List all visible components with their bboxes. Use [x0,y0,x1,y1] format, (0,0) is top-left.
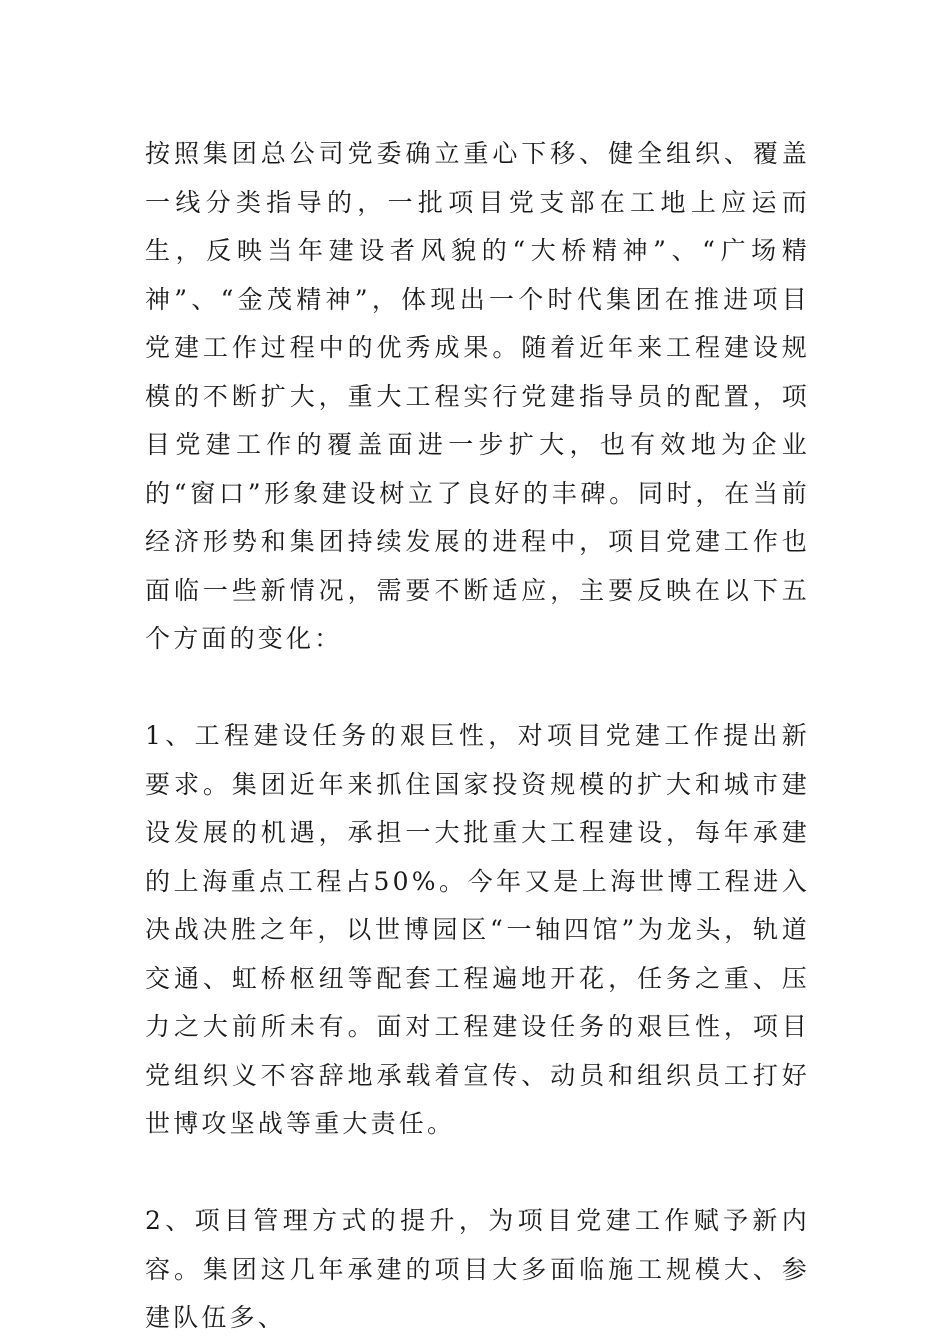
document-body [145,130,810,1343]
paragraph-item-1: 1、工程建设任务的艰巨性，对项目党建工作提出新要求。集团近年来抓住国家投资规模的扩大和城市建设发展的机遇，承担一大批重大工程建设，每年承建的上海重点工程占50%。今年又是上海世博工程进入决战决胜之年，以世博园区“一轴四馆”为龙头，轨道交通、虹桥枢纽等配套工程遍地开花，任务之重、压力之大前所未有。面对工程建设任务的艰巨性，项目党组织义不容辞地承载着宣传、动员和组织员工打好世博攻坚战等重大责任。 [145,721,810,1138]
paragraph-item-2: 2、项目管理方式的提升，为项目党建工作赋予新内容。集团这几年承建的项目大多面临施工规模大、参建队伍多、 [145,1206,810,1332]
paragraph-intro: 按照集团总公司党委确立重心下移、健全组织、覆盖一线分类指导的，一批项目党支部在工地上应运而生，反映当年建设者风貌的“大桥精神”、“广场精神”、“金茂精神”，体现出一个时代集团在推进项目党建工作过程中的优秀成果。随着近年来工程建设规模的不断扩大，重大工程实行党建指导员的配置，项目党建工作的覆盖面进一步扩大，也有效地为企业的“窗口”形象建设树立了良好的丰碑。同时，在当前经济形势和集团持续发展的进程中，项目党建工作也面临一些新情况，需要不断适应，主要反映在以下五个方面的变化： [145,139,810,653]
